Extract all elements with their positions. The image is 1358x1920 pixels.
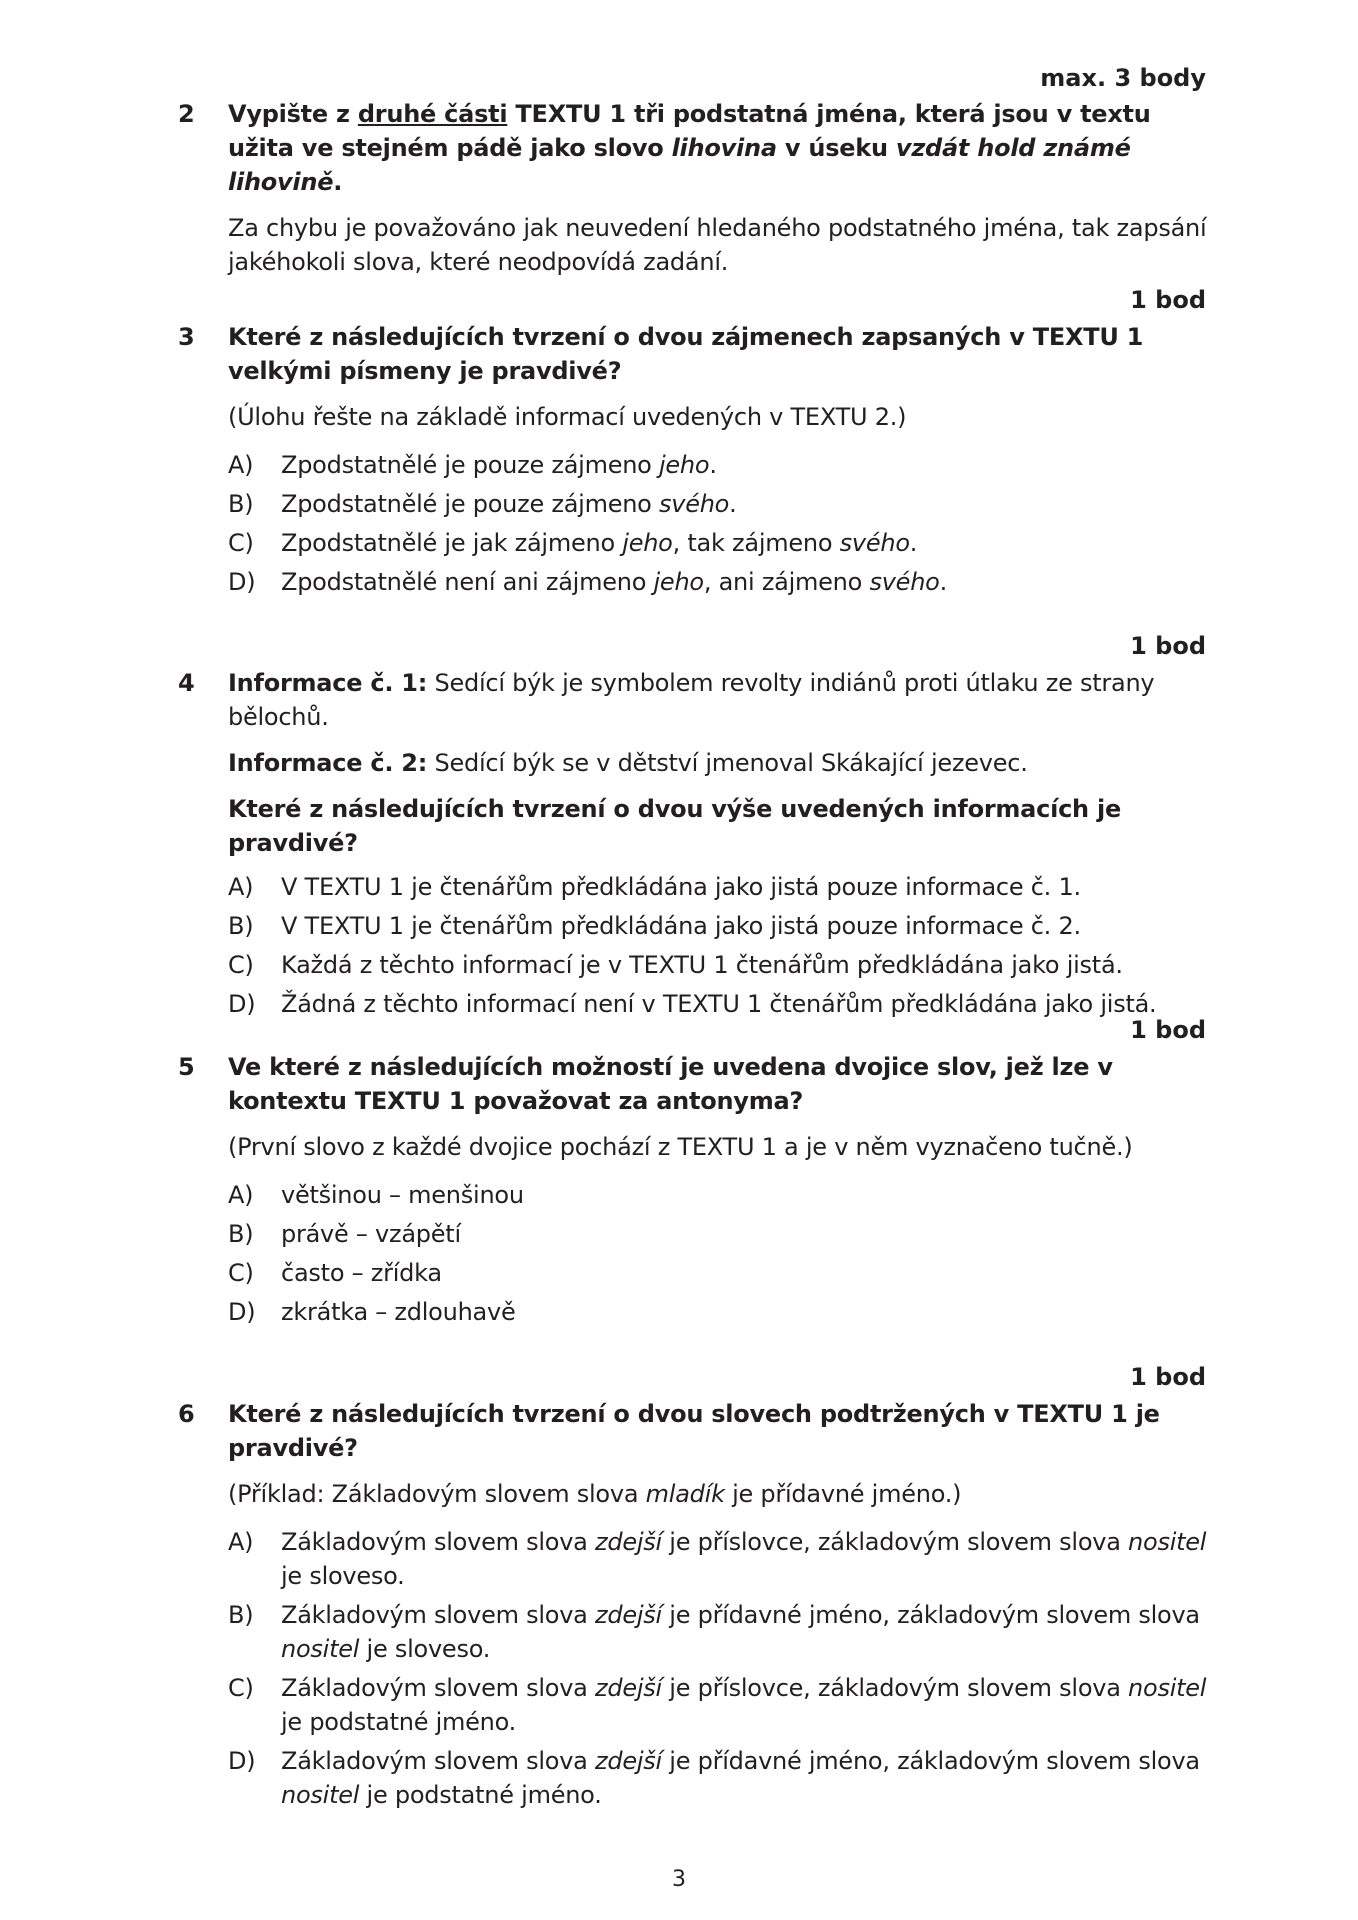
option-letter: D) (228, 990, 256, 1018)
answer-option (228, 1256, 1218, 1290)
underlined-text: druhé části (357, 100, 508, 128)
option-text (281, 1598, 1218, 1666)
answer-options (228, 1178, 1218, 1329)
text-run: . (729, 490, 737, 518)
answer-option (228, 487, 1218, 521)
question-note (228, 1477, 1218, 1511)
italic-text: zdejší (594, 1528, 662, 1556)
option-letter: D) (228, 1747, 256, 1775)
text-run: Ve které z následujících možností je uvedena dvojice slov, jež lze v kontextu TEXTU 1 považovat za antonyma? (228, 1053, 1113, 1115)
italic-text: nositel (1128, 1674, 1207, 1702)
text-run: Základovým slovem slova (281, 1528, 595, 1556)
text-run: Vypište z (228, 100, 358, 128)
option-letter: B) (228, 1220, 254, 1248)
text-run: je příslovce, základovým slovem slova (661, 1528, 1129, 1556)
text-run: . (909, 529, 918, 557)
question-number: 2 (178, 100, 195, 128)
italic-text: svého (839, 529, 910, 557)
text-run: Zpodstatnělé není ani zájmeno (281, 568, 654, 596)
answer-option (228, 870, 1218, 904)
text-run: Základovým slovem slova (281, 1601, 595, 1629)
question-prompt (228, 792, 1218, 860)
text-run: . (333, 168, 343, 196)
answer-option (228, 1671, 1218, 1739)
italic-text: svého (869, 568, 940, 596)
q2-points: max. 3 body (1040, 64, 1206, 92)
question-4 (178, 666, 1218, 1026)
text-run: zkrátka – zdlouhavě (281, 1298, 516, 1326)
italic-text: jeho (622, 529, 673, 557)
question-6 (178, 1397, 1218, 1817)
text-run: , tak zájmeno (672, 529, 840, 557)
information-1 (228, 666, 1218, 734)
text-run: je podstatné jméno. (359, 1781, 602, 1809)
option-text (281, 565, 1218, 599)
text-run: Základovým slovem slova (281, 1747, 595, 1775)
text-run: právě – vzápětí (281, 1220, 461, 1248)
text-run: (Příklad: Základovým slovem slova (228, 1480, 646, 1508)
text-run: Sedící býk je symbolem revolty indiánů proti útlaku ze strany bělochů. (228, 669, 1155, 731)
answer-option (228, 1525, 1218, 1593)
italic-text: nositel (1128, 1528, 1207, 1556)
option-text (281, 987, 1218, 1021)
option-letter: B) (228, 912, 254, 940)
answer-option (228, 565, 1218, 599)
option-text (281, 526, 1218, 560)
question-note: Za chybu je považováno jak neuvedení hledaného podstatného jména, tak zapsání jakéhokoli slova, které neodpovídá zadání. (228, 214, 1207, 276)
text-run: často – zřídka (281, 1259, 442, 1287)
option-text (281, 1295, 1218, 1329)
option-letter: A) (228, 1181, 254, 1209)
question-number: 5 (178, 1053, 195, 1081)
question-prompt (228, 320, 1218, 388)
text-run: v úseku (776, 134, 896, 162)
bold-label: Informace č. 1: (228, 669, 428, 697)
italic-text: zdejší (594, 1747, 662, 1775)
question-2 (178, 97, 1218, 279)
text-run: Každá z těchto informací je v TEXTU 1 čtenářům předkládána jako jistá. (281, 951, 1123, 979)
option-text (281, 448, 1218, 482)
option-text (281, 1217, 1218, 1251)
text-run: je sloveso. (359, 1635, 491, 1663)
option-text (281, 909, 1218, 943)
answer-option (228, 1217, 1218, 1251)
question-note: (Úlohu řešte na základě informací uvedených v TEXTU 2.) (228, 403, 907, 431)
answer-option (228, 526, 1218, 560)
answer-option (228, 948, 1218, 982)
question-3 (178, 320, 1218, 604)
answer-options (228, 1525, 1218, 1812)
text-run: je přídavné jméno.) (724, 1480, 962, 1508)
answer-options (228, 448, 1218, 599)
text-run: Zpodstatnělé je jak zájmeno (281, 529, 623, 557)
question-prompt (228, 97, 1218, 199)
italic-text: zdejší (594, 1674, 662, 1702)
text-run: je podstatné jméno. (281, 1708, 517, 1736)
italic-text: mladík (645, 1480, 725, 1508)
answer-options (228, 870, 1218, 1021)
question-prompt (228, 1397, 1218, 1465)
text-run: většinou – menšinou (281, 1181, 524, 1209)
option-text (281, 870, 1218, 904)
italic-text: svého (659, 490, 730, 518)
bold-label: Informace č. 2: (228, 749, 428, 777)
text-run: Které z následujících tvrzení o dvou zájmenech zapsaných v TEXTU 1 velkými písmeny je pravdivé? (228, 323, 1144, 385)
italic-text: lihovina (671, 134, 777, 162)
text-run: Které z následujících tvrzení o dvou slovech podtržených v TEXTU 1 je pravdivé? (228, 1400, 1160, 1462)
option-letter: C) (228, 951, 254, 979)
question-prompt (228, 1050, 1218, 1118)
text-run: . (709, 451, 717, 479)
text-run: Základovým slovem slova (281, 1674, 595, 1702)
answer-option (228, 1178, 1218, 1212)
option-letter: C) (228, 1674, 254, 1702)
q6-points: 1 bod (1130, 1363, 1206, 1391)
answer-option (228, 987, 1218, 1021)
option-text (281, 948, 1218, 982)
italic-text: zdejší (594, 1601, 662, 1629)
text-run: , ani zájmeno (703, 568, 870, 596)
text-run: Žádná z těchto informací není v TEXTU 1 čtenářům předkládána jako jistá. (281, 990, 1157, 1018)
option-letter: A) (228, 1528, 254, 1556)
q4-points: 1 bod (1130, 632, 1206, 660)
text-run: je přídavné jméno, základovým slovem slova (661, 1747, 1200, 1775)
text-run: . (939, 568, 947, 596)
question-number: 6 (178, 1400, 195, 1428)
option-text (281, 1744, 1218, 1812)
option-text (281, 487, 1218, 521)
q5-points: 1 bod (1130, 1016, 1206, 1044)
q3-points: 1 bod (1130, 286, 1206, 314)
italic-text: jeho (653, 568, 704, 596)
answer-option (228, 1598, 1218, 1666)
option-letter: A) (228, 451, 254, 479)
italic-text: nositel (281, 1635, 360, 1663)
option-letter: D) (228, 1298, 256, 1326)
text-run: V TEXTU 1 je čtenářům předkládána jako jistá pouze informace č. 1. (281, 873, 1081, 901)
question-note: (První slovo z každé dvojice pochází z TEXTU 1 a je v něm vyznačeno tučně.) (228, 1133, 1133, 1161)
text-run: TEXTU 1 tři podstatná jména, která jsou v textu užita ve stejném pádě jako slovo (228, 100, 1151, 162)
option-text (281, 1256, 1218, 1290)
text-run: je příslovce, základovým slovem slova (661, 1674, 1129, 1702)
option-letter: C) (228, 529, 254, 557)
answer-option (228, 909, 1218, 943)
option-letter: A) (228, 873, 254, 901)
option-text (281, 1671, 1218, 1739)
answer-option (228, 1295, 1218, 1329)
option-letter: C) (228, 1259, 254, 1287)
text-run: Sedící býk se v dětství jmenoval Skákající jezevec. (427, 749, 1028, 777)
option-letter: B) (228, 490, 254, 518)
text-run: je přídavné jméno, základovým slovem slova (661, 1601, 1200, 1629)
option-letter: D) (228, 568, 256, 596)
answer-option (228, 448, 1218, 482)
text-run: Zpodstatnělé je pouze zájmeno (281, 490, 659, 518)
question-5 (178, 1050, 1218, 1334)
italic-text: nositel (281, 1781, 360, 1809)
text-run: Které z následujících tvrzení o dvou výše uvedených informacích je pravdivé? (228, 795, 1121, 857)
text-run: je sloveso. (281, 1562, 405, 1590)
page-number: 3 (672, 1867, 686, 1892)
option-letter: B) (228, 1601, 254, 1629)
italic-text: vzdát hold známé lihovině (228, 134, 1131, 196)
answer-option (228, 1744, 1218, 1812)
option-text (281, 1178, 1218, 1212)
information-2 (228, 746, 1218, 780)
question-number: 3 (178, 323, 195, 351)
question-number: 4 (178, 669, 195, 697)
option-text (281, 1525, 1218, 1593)
text-run: Zpodstatnělé je pouze zájmeno (281, 451, 659, 479)
italic-text: jeho (659, 451, 710, 479)
text-run: V TEXTU 1 je čtenářům předkládána jako jistá pouze informace č. 2. (281, 912, 1081, 940)
